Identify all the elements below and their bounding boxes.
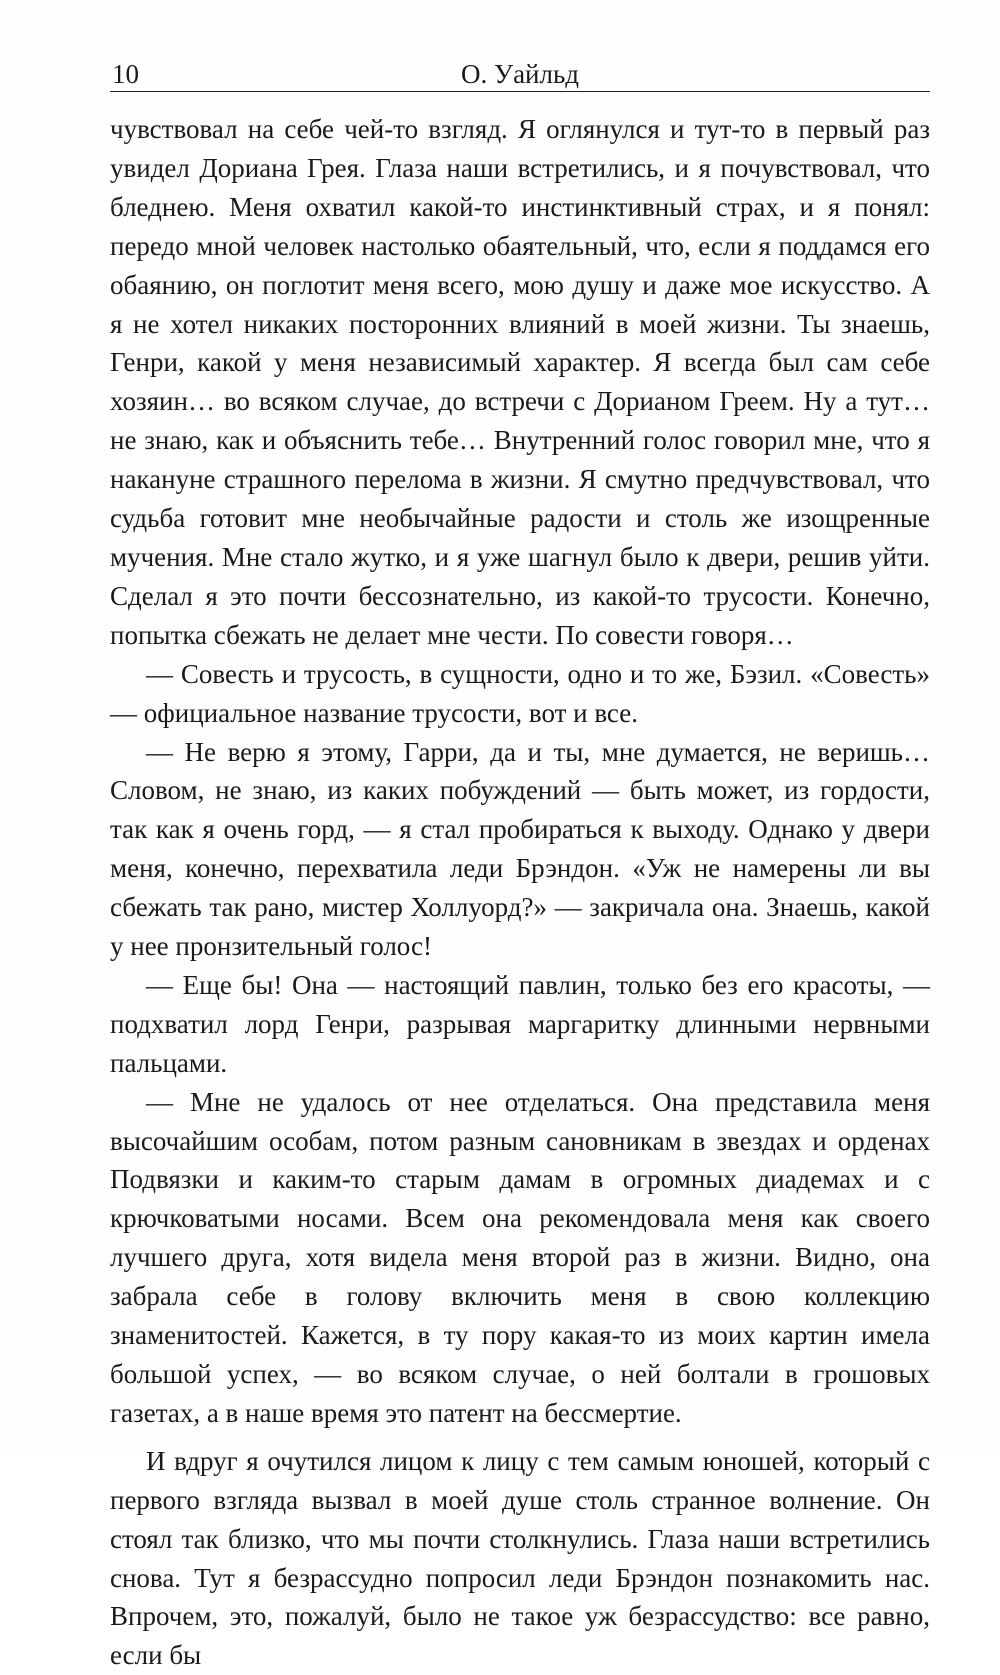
paragraph-dialogue: — Совесть и трусость, в сущности, одно и то же, Бэзил. «Совесть» — официальное название трусости, вот и все.: [110, 658, 930, 728]
paragraph-continuation: чувствовал на себе чей-то взгляд. Я оглянулся и тут-то в первый раз увидел Дориана Грея. Глаза наши встретились, и я почувствовал, что бледнею. Меня охватил какой-то инстинктивный страх, и я понял: передо мной человек настолько обаятельный, что, если я поддамся его обаянию, он поглотит меня всего, мою душу и даже мое искусство. А я не хотел никаких посторонних влияний в моей жизни. Ты знаешь, Генри, какой у меня независимый характер. Я всегда был сам себе хозяин… во всяком случае, до встречи с Дорианом Греем. Ну а тут… не знаю, как и объяснить тебе… Внутренний голос говорил мне, что я накануне страшного перелома в жизни. Я смутно предчувствовал, что судьба готовит мне необычайные радости и столь же изощренные мучения. Мне стало жутко, и я уже шагнул было к двери, решив уйти. Сделал я это почти бессознательно, из какой-то трусости. Конечно, попытка сбежать не делает мне чести. По совести говоря…: [110, 114, 930, 650]
paragraph-dialogue: — Не верю я этому, Гарри, да и ты, мне думается, не веришь… Словом, не знаю, из каких побуждений — быть может, из гордости, так как я очень горд, — я стал пробираться к выходу. Однако у двери меня, конечно, перехватила леди Брэндон. «Уж не намерены ли вы сбежать так рано, мистер Холлуорд?» — закричала она. Знаешь, какой у нее пронзительный голос!: [110, 736, 930, 962]
page-number: 10: [112, 59, 139, 89]
paragraph-dialogue: — Еще бы! Она — настоящий павлин, только без его красоты, — подхватил лорд Генри, разрывая маргаритку длинными нервными пальцами.: [110, 969, 930, 1078]
paragraph: И вдруг я очутился лицом к лицу с тем самым юношей, который с первого взгляда вызвал в моей душе столь странное волнение. Он стоял так близко, что мы почти столкнулись. Глаза наши встретились снова. Тут я безрассудно попросил леди Брэндон познакомить нас. Впрочем, это, пожалуй, было не такое уж безрассудство: все равно, если бы: [110, 1445, 930, 1671]
running-title: О. Уайльд: [460, 59, 580, 89]
header-rule: [110, 91, 930, 92]
paragraph-dialogue: — Мне не удалось от нее отделаться. Она представила меня высочайшим особам, потом разным сановникам в звездах и орденах Подвязки и каким-то старым дамам в огромных диадемах и с крючковатыми носами. Всем она рекомендовала меня как своего лучшего друга, хотя видела меня второй раз в жизни. Видно, она забрала себе в голову включить меня в свою коллекцию знаменитостей. Кажется, в ту пору какая-то из моих картин имела большой успех, — во всяком случае, о ней болтали в грошовых газетах, а в наше время это патент на бессмертие.: [110, 1086, 930, 1428]
body-text: [110, 110, 930, 1675]
running-head: [110, 58, 930, 92]
